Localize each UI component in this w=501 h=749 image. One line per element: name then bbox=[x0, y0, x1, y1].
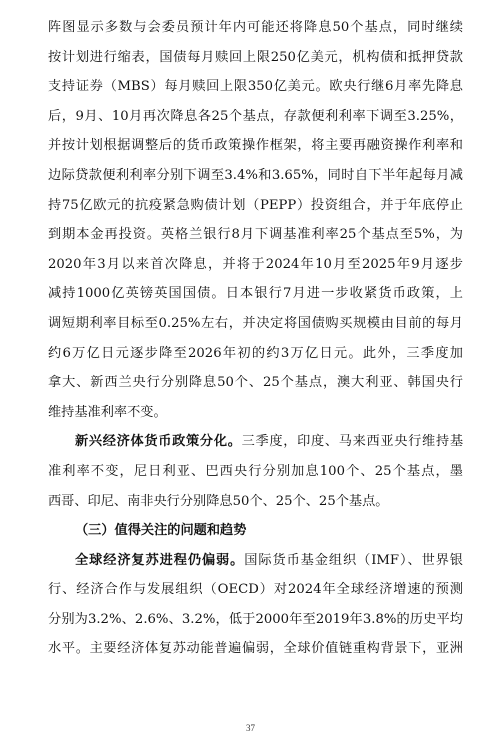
document-page bbox=[48, 13, 463, 664]
text-line: 分别为3.2%、2.6%、3.2%，低于2000年至2019年3.8%的历史平均 bbox=[48, 611, 463, 627]
text-line: 减持1000亿英镑英国国债。日本银行7月进一步收紧货币政策，上 bbox=[48, 286, 463, 302]
text-line-rest: 国际货币基金组织（IMF）、世界银 bbox=[244, 552, 463, 568]
text-line: 拿大、新西兰央行分别降息50个、25个基点，澳大利亚、韩国央行 bbox=[48, 375, 463, 391]
text-line: 约6万亿日元逐步降至2026年初的约3万亿日元。此外，三季度加 bbox=[48, 345, 463, 361]
paragraph-central-banks-developed bbox=[48, 13, 463, 427]
paragraph-lead-bold: 新兴经济体货币政策分化。 bbox=[75, 434, 242, 450]
text-line: 维持基准利率不变。 bbox=[48, 404, 167, 420]
paragraph-global-recovery bbox=[48, 546, 463, 664]
text-line: 2020年3月以来首次降息，并将于2024年10月至2025年9月逐步 bbox=[48, 256, 463, 272]
text-line: 并按计划根据调整后的货币政策操作框架，将主要再融资操作利率和 bbox=[48, 138, 463, 154]
text-line: 西哥、印尼、南非央行分别降息50个、25个、25个基点。 bbox=[48, 493, 389, 509]
text-line: 到期本金再投资。英格兰银行8月下调基准利率25个基点至5%，为 bbox=[48, 227, 463, 243]
section-heading: （三）值得关注的问题和趋势 bbox=[75, 523, 247, 539]
text-line: 准利率不变，尼日利亚、巴西央行分别加息100个、25个基点，墨 bbox=[48, 463, 463, 479]
text-line: 调短期利率目标至0.25%左右，并决定将国债购买规模由目前的每月 bbox=[48, 315, 463, 331]
text-line: 行、经济合作与发展组织（OECD）对2024年全球经济增速的预测 bbox=[48, 582, 463, 598]
text-line: 阵图显示多数与会委员预计年内可能还将降息50个基点，同时继续 bbox=[48, 20, 463, 35]
text-line-rest: 三季度，印度、马来西亚央行维持基 bbox=[241, 434, 463, 450]
text-line: 支持证券（MBS）每月赎回上限350亿美元。欧央行继6月率先降息 bbox=[48, 79, 463, 95]
paragraph-lead-bold: 全球经济复苏进程仍偏弱。 bbox=[75, 552, 245, 568]
text-line: 边际贷款便利利率分别下调至3.4%和3.65%，同时自下半年起每月减 bbox=[48, 167, 463, 183]
text-line: 水平。主要经济体复苏动能普遍偏弱，全球价值链重构背景下，亚洲 bbox=[48, 641, 463, 657]
paragraph-emerging-economies bbox=[48, 427, 463, 516]
page-number: 37 bbox=[246, 723, 255, 733]
text-line bbox=[48, 546, 463, 576]
text-line: 持75亿欧元的抗疫紧急购债计划（PEPP）投资组合，并于年底停止 bbox=[48, 197, 463, 213]
text-line: 按计划进行缩表，国债每月赎回上限250亿美元，机构债和抵押贷款 bbox=[48, 49, 463, 65]
text-line: 后，9月、10月再次降息各25个基点，存款便利利率下调至3.25%， bbox=[48, 108, 463, 124]
text-line bbox=[48, 427, 463, 457]
